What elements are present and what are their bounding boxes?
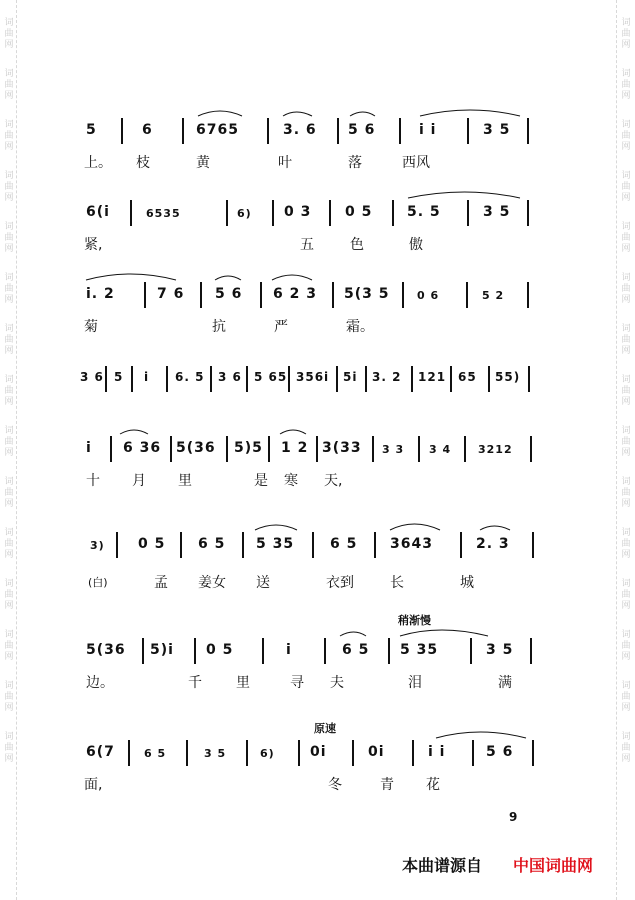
- note-group: 6 5: [144, 747, 167, 760]
- note-group: 6(i: [86, 204, 110, 220]
- bar-line: [272, 200, 274, 226]
- tempo-marking: 稍渐慢: [398, 614, 431, 627]
- note-group: 0 5: [206, 642, 234, 658]
- bar-line: [226, 200, 228, 226]
- note-group: 6 5: [198, 536, 226, 552]
- bar-line: [412, 740, 414, 766]
- watermark-text: 词 曲 网: [621, 528, 631, 560]
- bar-line: [337, 118, 339, 144]
- lyric: 面,: [84, 777, 103, 793]
- watermark-text: 词 曲 网: [4, 681, 14, 713]
- bar-line: [530, 436, 532, 462]
- bar-line: [418, 436, 420, 462]
- watermark-text: 词 曲 网: [4, 630, 14, 662]
- footer-source-label: 本曲谱源自: [402, 856, 483, 875]
- score-row-4: [80, 366, 540, 392]
- bar-line: [329, 200, 331, 226]
- bar-line: [472, 740, 474, 766]
- note-group: 6. 5: [175, 370, 205, 384]
- lyric: 抗: [212, 319, 226, 335]
- note-group: 3): [90, 539, 105, 552]
- note-group: i i: [419, 122, 437, 138]
- lyric: 五: [300, 237, 314, 253]
- watermark-text: 词 曲 网: [621, 732, 631, 764]
- watermark-text: 词 曲 网: [621, 579, 631, 611]
- slur: [350, 112, 375, 116]
- note-group: 5: [114, 370, 124, 384]
- lyric: 傲: [409, 237, 423, 253]
- bar-line: [411, 366, 413, 392]
- lyric: 落: [348, 155, 362, 171]
- lyric: 夫: [330, 675, 344, 691]
- bar-line: [324, 638, 326, 664]
- note-group: i: [286, 642, 292, 658]
- bar-line: [467, 200, 469, 226]
- bar-line: [450, 366, 452, 392]
- lyric: 里: [178, 473, 192, 489]
- score-row-7: [86, 638, 536, 694]
- note-group: 6 5: [330, 536, 358, 552]
- note-group: 7 6: [157, 286, 185, 302]
- lyric: 衣到: [326, 575, 354, 591]
- note-group: 0 5: [345, 204, 373, 220]
- bar-line: [402, 282, 404, 308]
- note-group: 3212: [478, 443, 513, 456]
- lyrics-line: [86, 316, 536, 338]
- bar-line: [464, 436, 466, 462]
- note-group: 3 6: [218, 370, 242, 384]
- lyric: 紧,: [84, 237, 103, 253]
- bar-line: [466, 282, 468, 308]
- lyrics-line: [90, 572, 540, 594]
- bar-line: [467, 118, 469, 144]
- lyric: 月: [132, 473, 146, 489]
- note-group: 5i: [343, 370, 358, 384]
- note-group: 6 2 3: [273, 286, 317, 302]
- bar-line: [142, 638, 144, 664]
- watermark-text: 词 曲 网: [4, 426, 14, 458]
- lyric: 十: [86, 473, 100, 489]
- bar-line: [288, 366, 290, 392]
- lyric: 长: [390, 575, 404, 591]
- note-group: 6535: [146, 207, 181, 220]
- watermark-text: 词 曲 网: [621, 171, 631, 203]
- note-group: 0 5: [138, 536, 166, 552]
- lyric: 里: [236, 675, 250, 691]
- note-group: 5 2: [482, 289, 505, 302]
- score-row-1: [86, 118, 536, 174]
- bar-line: [336, 366, 338, 392]
- slur: [280, 430, 306, 434]
- lyric: (白): [88, 576, 108, 589]
- lyric: 枝: [136, 155, 150, 171]
- bar-line: [200, 282, 202, 308]
- note-group: 3 3: [382, 443, 405, 456]
- slur: [215, 276, 241, 280]
- bar-line: [267, 118, 269, 144]
- note-group: 6765: [196, 122, 239, 138]
- watermark-text: 词 曲 网: [4, 324, 14, 356]
- notes-line: [86, 638, 536, 664]
- lyrics-line: [86, 152, 536, 174]
- note-group: 5 65: [254, 370, 288, 384]
- bar-line: [527, 200, 529, 226]
- slur: [255, 525, 297, 530]
- lyric: 叶: [278, 155, 292, 171]
- watermark-text: 词 曲 网: [621, 18, 631, 50]
- notes-line: [86, 200, 536, 226]
- bar-line: [365, 366, 367, 392]
- bar-line: [532, 740, 534, 766]
- bar-line: [246, 366, 248, 392]
- note-group: 5)5: [234, 440, 263, 456]
- bar-line: [460, 532, 462, 558]
- bar-line: [316, 436, 318, 462]
- slur: [408, 192, 520, 198]
- bar-line: [110, 436, 112, 462]
- left-watermark-strip: [2, 0, 16, 900]
- lyric: 花: [426, 777, 440, 793]
- notes-line: [86, 436, 536, 462]
- note-group: 3. 6: [283, 122, 317, 138]
- note-group: 121: [418, 370, 447, 384]
- note-group: i: [86, 440, 92, 456]
- bar-line: [260, 282, 262, 308]
- bar-line: [180, 532, 182, 558]
- slur: [340, 632, 366, 636]
- note-group: 3 6: [80, 370, 104, 384]
- bar-line: [226, 436, 228, 462]
- note-group: 2. 3: [476, 536, 510, 552]
- lyric: 寒: [284, 473, 298, 489]
- watermark-text: 词 曲 网: [621, 681, 631, 713]
- slur: [272, 275, 312, 280]
- score-row-6: [90, 532, 540, 594]
- bar-line: [130, 200, 132, 226]
- watermark-text: 词 曲 网: [4, 375, 14, 407]
- lyric: 是: [254, 473, 268, 489]
- note-group: 1 2: [281, 440, 309, 456]
- slur: [86, 274, 176, 280]
- note-group: 0i: [368, 744, 385, 760]
- lyric: 上。: [84, 155, 112, 171]
- notes-line: [86, 118, 536, 144]
- note-group: 5)i: [150, 642, 174, 658]
- slur: [198, 111, 242, 116]
- note-group: 6 5: [342, 642, 370, 658]
- note-group: 5 35: [256, 536, 295, 552]
- watermark-text: 词 曲 网: [621, 273, 631, 305]
- note-group: 5(36: [176, 440, 216, 456]
- bar-line: [374, 532, 376, 558]
- bar-line: [194, 638, 196, 664]
- bar-line: [352, 740, 354, 766]
- note-group: 5 6: [486, 744, 514, 760]
- right-margin-dashed-line: [616, 0, 617, 900]
- bar-line: [262, 638, 264, 664]
- note-group: i: [144, 370, 150, 384]
- watermark-text: 词 曲 网: [621, 120, 631, 152]
- note-group: 3 4: [429, 443, 452, 456]
- watermark-text: 词 曲 网: [621, 69, 631, 101]
- bar-line: [527, 118, 529, 144]
- lyrics-line: [86, 470, 536, 492]
- note-group: 5. 5: [407, 204, 441, 220]
- left-margin-dashed-line: [16, 0, 17, 900]
- note-group: 5 6: [215, 286, 243, 302]
- score-row-3: [86, 282, 536, 338]
- note-group: 3 5: [483, 122, 511, 138]
- watermark-text: 词 曲 网: [621, 477, 631, 509]
- watermark-text: 词 曲 网: [621, 375, 631, 407]
- watermark-text: 词 曲 网: [621, 426, 631, 458]
- bar-line: [144, 282, 146, 308]
- lyric: 姜女: [198, 575, 226, 591]
- note-group: 6: [142, 122, 153, 138]
- page-number: 9: [509, 810, 518, 824]
- score-row-5: [86, 436, 536, 492]
- note-group: i i: [428, 744, 446, 760]
- slur: [436, 732, 526, 738]
- watermark-text: 词 曲 网: [4, 171, 14, 203]
- lyric: 严: [274, 319, 288, 335]
- lyric: 青: [380, 777, 394, 793]
- bar-line: [268, 436, 270, 462]
- bar-line: [210, 366, 212, 392]
- watermark-text: 词 曲 网: [4, 579, 14, 611]
- lyrics-line: [86, 774, 536, 796]
- watermark-text: 词 曲 网: [621, 630, 631, 662]
- bar-line: [186, 740, 188, 766]
- score-row-8: [86, 740, 536, 796]
- lyrics-line: [86, 672, 536, 694]
- note-group: 3 5: [483, 204, 511, 220]
- bar-line: [488, 366, 490, 392]
- note-group: 6(7: [86, 744, 115, 760]
- note-group: 5 35: [400, 642, 439, 658]
- bar-line: [298, 740, 300, 766]
- note-group: 5 6: [348, 122, 376, 138]
- lyric: 千: [188, 675, 202, 691]
- bar-line: [131, 366, 133, 392]
- bar-line: [470, 638, 472, 664]
- lyric: 西风: [402, 155, 430, 171]
- notes-line: [86, 740, 536, 766]
- lyric: 满: [498, 675, 512, 691]
- watermark-text: 词 曲 网: [4, 273, 14, 305]
- note-group: 6): [237, 207, 252, 220]
- bar-line: [121, 118, 123, 144]
- bar-line: [242, 532, 244, 558]
- slur: [400, 630, 488, 636]
- note-group: 55): [495, 370, 521, 384]
- tempo-marking: 原速: [314, 722, 336, 735]
- bar-line: [399, 118, 401, 144]
- bar-line: [388, 638, 390, 664]
- lyric: 霜。: [346, 319, 374, 335]
- bar-line: [532, 532, 534, 558]
- lyric: 泪: [408, 675, 422, 691]
- bar-line: [246, 740, 248, 766]
- lyric: 城: [460, 575, 474, 591]
- bar-line: [527, 282, 529, 308]
- notes-line: [86, 282, 536, 308]
- note-group: 3(33: [322, 440, 362, 456]
- watermark-text: 词 曲 网: [621, 324, 631, 356]
- watermark-text: 词 曲 网: [4, 18, 14, 50]
- bar-line: [105, 366, 107, 392]
- lyric: 黄: [196, 155, 210, 171]
- note-group: 6): [260, 747, 275, 760]
- slur: [390, 524, 440, 530]
- lyric: 菊: [84, 319, 98, 335]
- note-group: 3 5: [204, 747, 227, 760]
- bar-line: [332, 282, 334, 308]
- watermark-text: 词 曲 网: [4, 732, 14, 764]
- footer-site-name: 中国词曲网: [513, 856, 594, 875]
- notes-line: [90, 532, 540, 558]
- bar-line: [312, 532, 314, 558]
- bar-line: [166, 366, 168, 392]
- watermark-text: 词 曲 网: [4, 528, 14, 560]
- lyric: 色: [350, 237, 364, 253]
- watermark-text: 词 曲 网: [4, 69, 14, 101]
- note-group: 356i: [296, 370, 330, 384]
- slur: [480, 526, 510, 530]
- right-watermark-strip: [619, 0, 633, 900]
- note-group: 0i: [310, 744, 327, 760]
- note-group: 5(3 5: [344, 286, 390, 302]
- note-group: 65: [458, 370, 477, 384]
- bar-line: [116, 532, 118, 558]
- note-group: 3. 2: [372, 370, 402, 384]
- lyric: 冬: [328, 777, 342, 793]
- slur: [120, 430, 148, 434]
- bar-line: [392, 200, 394, 226]
- bar-line: [372, 436, 374, 462]
- watermark-text: 词 曲 网: [4, 222, 14, 254]
- bar-line: [530, 638, 532, 664]
- lyric: 送: [256, 575, 270, 591]
- bar-line: [128, 740, 130, 766]
- watermark-text: 词 曲 网: [4, 477, 14, 509]
- bar-line: [182, 118, 184, 144]
- slur: [283, 112, 312, 116]
- bar-line: [528, 366, 530, 392]
- lyric: 边。: [86, 675, 114, 691]
- watermark-text: 词 曲 网: [621, 222, 631, 254]
- watermark-text: 词 曲 网: [4, 120, 14, 152]
- note-group: 3643: [390, 536, 433, 552]
- note-group: 6 36: [123, 440, 162, 456]
- score-row-2: [86, 200, 536, 256]
- note-group: i. 2: [86, 286, 115, 302]
- note-group: 0 3: [284, 204, 312, 220]
- lyric: 寻: [290, 675, 304, 691]
- lyric: 天,: [324, 473, 343, 489]
- note-group: 0 6: [417, 289, 440, 302]
- notes-line: [80, 366, 540, 392]
- note-group: 5(36: [86, 642, 126, 658]
- slur: [420, 110, 520, 116]
- note-group: 5: [86, 122, 97, 138]
- lyrics-line: [86, 234, 536, 256]
- lyric: 孟: [154, 575, 168, 591]
- note-group: 3 5: [486, 642, 514, 658]
- bar-line: [170, 436, 172, 462]
